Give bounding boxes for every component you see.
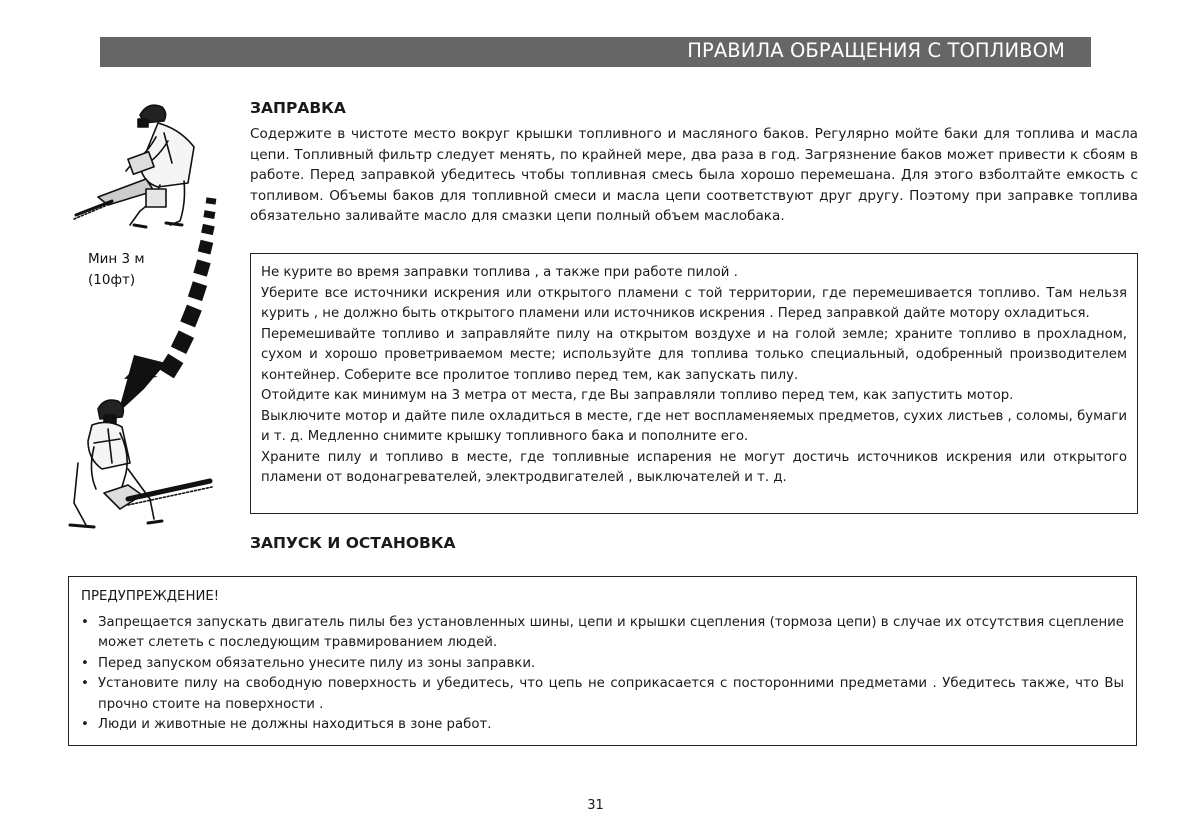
distance-label: Мин 3 м	[88, 251, 145, 267]
safety-line: Храните пилу и топливо в месте, где топливные испарения не могут достичь источников искрения или открытого пламени от водонагревателей, электродвигателей , выключателей и т. д.	[261, 449, 1127, 485]
start-stop-heading: ЗАПУСК И ОСТАНОВКА	[250, 534, 456, 552]
fuel-safety-box	[250, 253, 1138, 514]
warning-title: ПРЕДУПРЕЖДЕНИЕ!	[81, 589, 220, 604]
header-bar	[100, 37, 1091, 67]
warning-box	[68, 576, 1137, 746]
refueling-paragraph: Содержите в чистоте место вокруг крышки топливного и масляного баков. Регулярно мойте баки для топлива и масла цепи. Топливный фильтр следует менять, по крайней мере, два раза в год. Загрязнение баков может привести к сбоям в работе. Перед заправкой убедитесь чтобы топливная смесь была хорошо перемешана. Для этого взболтайте емкость с топливом. Объемы баков для топливной смеси и масла цепи соответствуют друг другу. Поэтому при заправке топлива обязательно заливайте масло для смазки цепи полный объем маслобака.	[250, 126, 1138, 225]
warning-list	[81, 613, 1124, 735]
warning-item-text: Установите пилу на свободную поверхность и убедитесь, что цепь не соприкасается с посторонними предметами . Убедитесь также, что Вы прочно стоите на поверхности .	[98, 676, 1124, 712]
warning-item	[81, 674, 1124, 715]
warning-item-text: Запрещается запускать двигатель пилы без установленных шины, цепи и крышки сцепления (тормоза цепи) в случае их отсутствия сцепление может слететь с последующим травмированием людей.	[98, 615, 1124, 651]
operator-worker-figure	[70, 400, 212, 527]
bullet-icon: •	[81, 615, 89, 630]
page-title: ПРАВИЛА ОБРАЩЕНИЯ С ТОПЛИВОМ	[687, 39, 1065, 62]
refueling-heading: ЗАПРАВКА	[250, 99, 346, 117]
distance-arrow	[118, 197, 216, 413]
safety-line: Выключите мотор и дайте пиле охладиться в месте, где нет воспламеняемых предметов, сухих листьев , соломы, бумаги и т. д. Медленно снимите крышку топливного бака и пополните его.	[261, 408, 1127, 444]
distance-label-feet: (10фт)	[88, 272, 136, 288]
safety-line: Отойдите как минимум на 3 метра от места, где Вы заправляли топливо перед тем, как запустить мотор.	[261, 388, 1014, 403]
bullet-icon: •	[81, 717, 89, 733]
warning-item-text: Люди и животные не должны находиться в зоне работ.	[98, 717, 492, 733]
bullet-icon: •	[81, 676, 89, 692]
warning-item	[81, 654, 1124, 674]
safety-line: Не курите во время заправки топлива , а также при работе пилой .	[261, 265, 738, 280]
warning-item	[81, 715, 1124, 735]
refueling-distance-illustration	[68, 93, 232, 533]
refueling-worker-figure	[74, 105, 194, 227]
safety-line: Уберите все источники искрения или открытого пламени с той территории, где перемешивается топливо. Там нельзя курить , не должно быть открытого пламени или источников искрения . Перед заправкой дайте мотору охладиться.	[261, 285, 1127, 321]
warning-item-text: Перед запуском обязательно унесите пилу из зоны заправки.	[98, 655, 536, 671]
bullet-icon: •	[81, 655, 89, 671]
page-number: 31	[587, 798, 604, 813]
warning-item	[81, 613, 1124, 654]
safety-line: Перемешивайте топливо и заправляйте пилу на открытом воздухе и на голой земле; храните топливо в прохладном, сухом и хорошо проветриваемом месте; используйте для топлива только специальный, одобренный производителем контейнер. Соберите все пролитое топливо перед тем, как запускать пилу.	[261, 326, 1127, 383]
